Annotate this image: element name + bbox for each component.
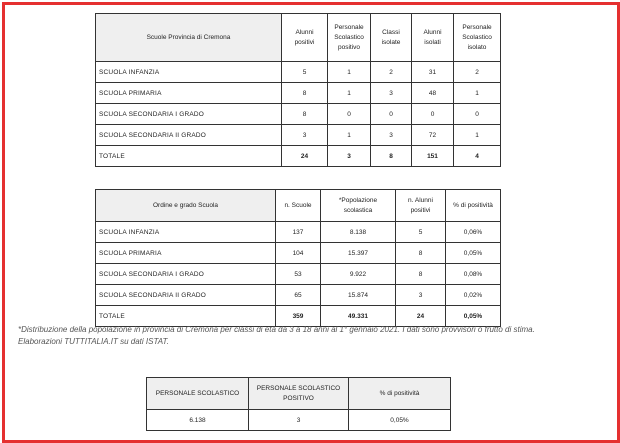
row-label: SCUOLA SECONDARIA II GRADO bbox=[96, 285, 276, 306]
cell: 0 bbox=[412, 104, 454, 125]
cell: 6.138 bbox=[147, 410, 249, 431]
total-cell: 24 bbox=[396, 306, 446, 327]
cell: 2 bbox=[371, 62, 412, 83]
cell: 0 bbox=[454, 104, 501, 125]
table-row bbox=[96, 83, 501, 104]
table-row bbox=[96, 264, 501, 285]
cell: 2 bbox=[454, 62, 501, 83]
row-label: SCUOLA INFANZIA bbox=[96, 62, 282, 83]
total-cell: 359 bbox=[276, 306, 321, 327]
total-cell: 4 bbox=[454, 146, 501, 167]
total-cell: 8 bbox=[371, 146, 412, 167]
cell: 1 bbox=[328, 83, 371, 104]
row-label: SCUOLA PRIMARIA bbox=[96, 83, 282, 104]
cell: 3 bbox=[371, 125, 412, 146]
cell: 9.922 bbox=[321, 264, 396, 285]
cell: 1 bbox=[328, 125, 371, 146]
cell: 0,05% bbox=[349, 410, 451, 431]
header-positivity-pct: % di positività bbox=[349, 378, 451, 410]
cell: 8.138 bbox=[321, 222, 396, 243]
table-row bbox=[96, 243, 501, 264]
cell: 0 bbox=[328, 104, 371, 125]
header-students-positive: n. Alunni positivi bbox=[396, 190, 446, 222]
cell: 5 bbox=[396, 222, 446, 243]
row-label: SCUOLA SECONDARIA I GRADO bbox=[96, 264, 276, 285]
cell: 31 bbox=[412, 62, 454, 83]
table-row bbox=[96, 285, 501, 306]
cell: 1 bbox=[328, 62, 371, 83]
table-row bbox=[96, 62, 501, 83]
header-students-positive: Alunni positivi bbox=[282, 14, 328, 62]
header-staff-isolated: Personale Scolastico isolato bbox=[454, 14, 501, 62]
cell: 3 bbox=[396, 285, 446, 306]
cell: 104 bbox=[276, 243, 321, 264]
header-positivity-pct: % di positività bbox=[446, 190, 501, 222]
table-row bbox=[96, 104, 501, 125]
cell: 0,08% bbox=[446, 264, 501, 285]
header-school-level: Ordine e grado Scuola bbox=[96, 190, 276, 222]
cell: 0,05% bbox=[446, 243, 501, 264]
header-school-population: *Popolazione scolastica bbox=[321, 190, 396, 222]
header-staff-positive: Personale Scolastico positivo bbox=[328, 14, 371, 62]
header-students-isolated: Alunni isolati bbox=[412, 14, 454, 62]
footnote: *Distribuzione della popolazione in provincia di Cremona per classi di età da 3 a 18 anni al 1° gennaio 2021. I dati sono provvisori o frutto di stima. Elaborazioni TUTTITALIA.IT su dati ISTAT. bbox=[18, 325, 535, 346]
row-label: SCUOLA SECONDARIA I GRADO bbox=[96, 104, 282, 125]
total-cell: 0,05% bbox=[446, 306, 501, 327]
header-classes-isolated: Classi isolate bbox=[371, 14, 412, 62]
cell: 0,06% bbox=[446, 222, 501, 243]
staff-positivity-table bbox=[146, 377, 451, 431]
header-staff: PERSONALE SCOLASTICO bbox=[147, 378, 249, 410]
total-cell: 49.331 bbox=[321, 306, 396, 327]
row-label: SCUOLA SECONDARIA II GRADO bbox=[96, 125, 282, 146]
cell: 1 bbox=[454, 83, 501, 104]
cell: 3 bbox=[249, 410, 349, 431]
total-cell: 151 bbox=[412, 146, 454, 167]
cell: 5 bbox=[282, 62, 328, 83]
header-schools: Scuole Provincia di Cremona bbox=[96, 14, 282, 62]
total-cell: 3 bbox=[328, 146, 371, 167]
cell: 3 bbox=[371, 83, 412, 104]
header-num-schools: n. Scuole bbox=[276, 190, 321, 222]
cell: 48 bbox=[412, 83, 454, 104]
total-cell: 24 bbox=[282, 146, 328, 167]
cell: 8 bbox=[282, 83, 328, 104]
row-label: SCUOLA PRIMARIA bbox=[96, 243, 276, 264]
cell: 72 bbox=[412, 125, 454, 146]
cell: 0 bbox=[371, 104, 412, 125]
cell: 65 bbox=[276, 285, 321, 306]
row-label: SCUOLA INFANZIA bbox=[96, 222, 276, 243]
cell: 8 bbox=[282, 104, 328, 125]
school-population-table bbox=[95, 189, 501, 327]
table-row bbox=[96, 222, 501, 243]
header-staff-positive: PERSONALE SCOLASTICO POSITIVO bbox=[249, 378, 349, 410]
cell: 8 bbox=[396, 243, 446, 264]
total-row bbox=[96, 146, 501, 167]
table-header-row bbox=[96, 190, 501, 222]
cell: 53 bbox=[276, 264, 321, 285]
positivity-table-cremona bbox=[95, 13, 501, 167]
cell: 1 bbox=[454, 125, 501, 146]
cell: 3 bbox=[282, 125, 328, 146]
total-label: TOTALE bbox=[96, 306, 276, 327]
table-row bbox=[96, 125, 501, 146]
cell: 137 bbox=[276, 222, 321, 243]
cell: 8 bbox=[396, 264, 446, 285]
table-header-row bbox=[96, 14, 501, 62]
cell: 0,02% bbox=[446, 285, 501, 306]
cell: 15.874 bbox=[321, 285, 396, 306]
table-row bbox=[147, 410, 451, 431]
cell: 15.397 bbox=[321, 243, 396, 264]
table-header-row bbox=[147, 378, 451, 410]
total-label: TOTALE bbox=[96, 146, 282, 167]
